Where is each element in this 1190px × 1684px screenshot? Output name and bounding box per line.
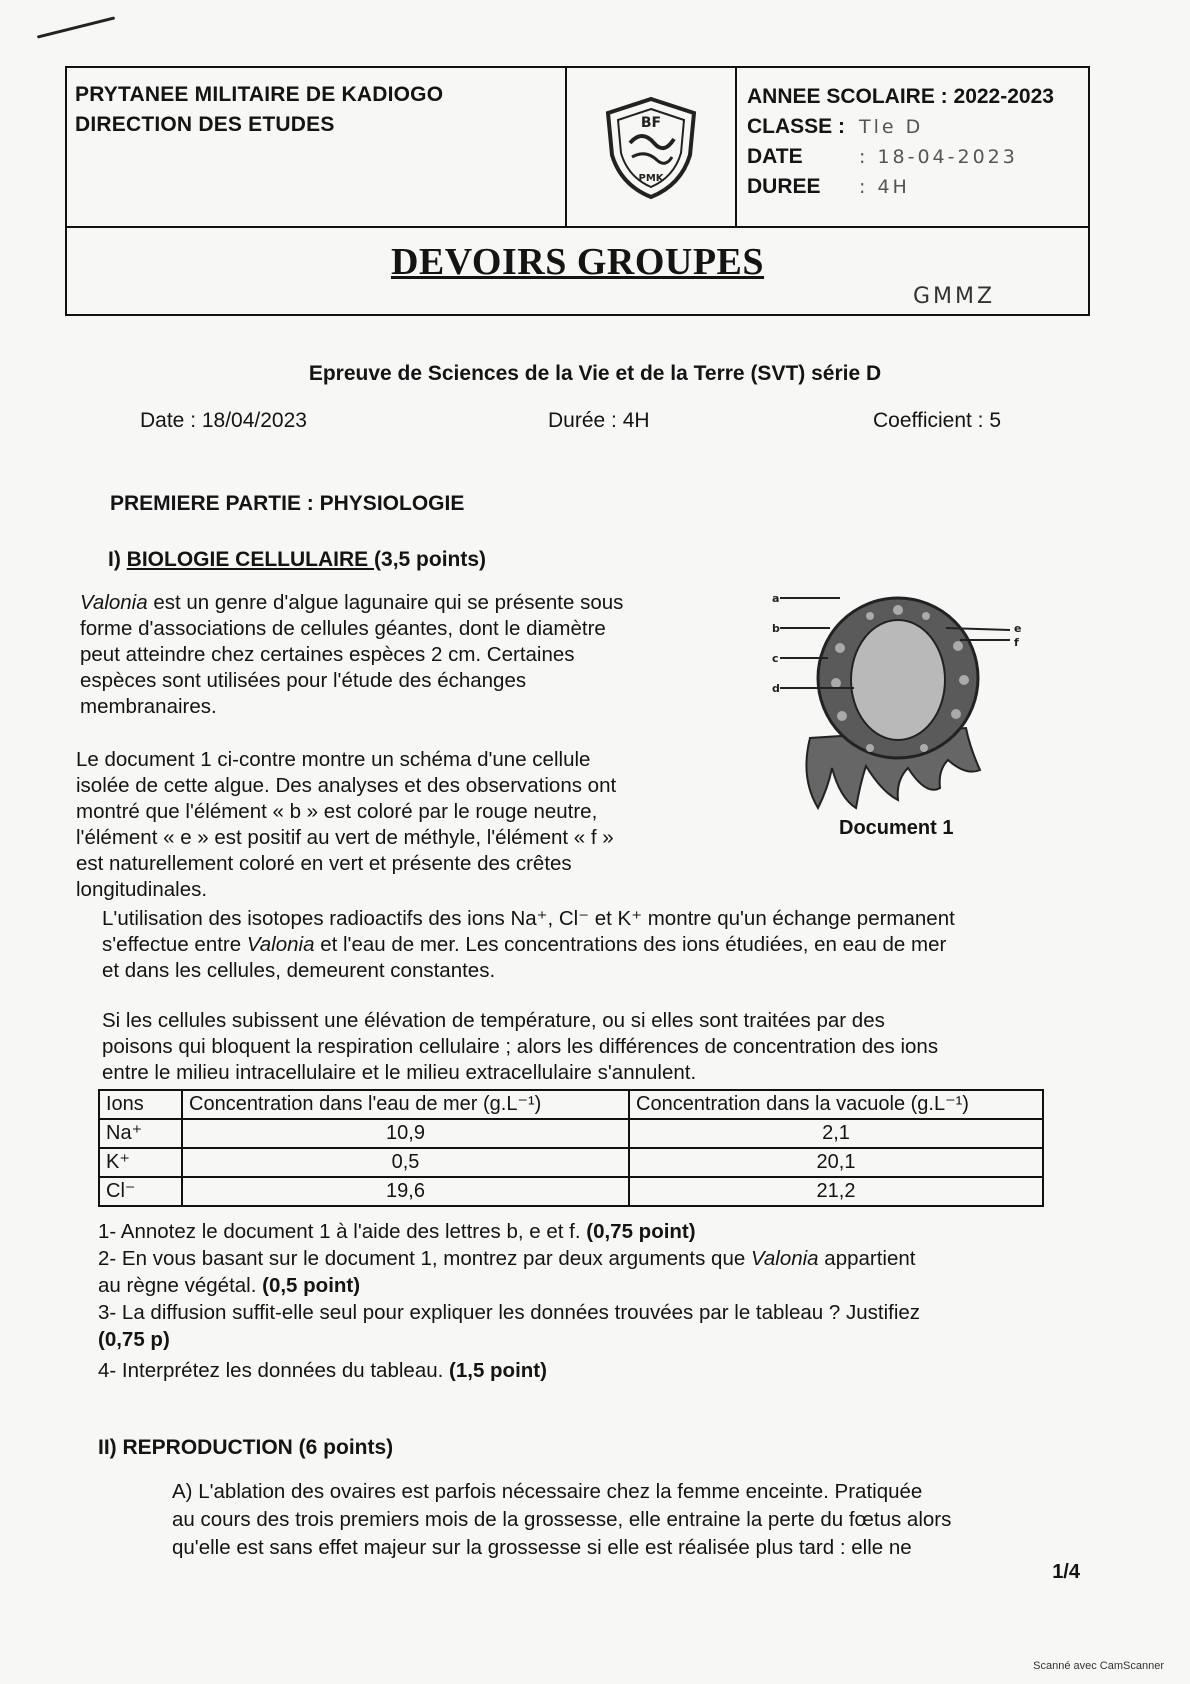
- isotope-paragraph: [102, 906, 1062, 984]
- question-text: 4- Interprétez les données du tableau.: [98, 1359, 450, 1382]
- exam-info-block: [737, 68, 1088, 228]
- question-3: [98, 1299, 1058, 1326]
- duree-row: [747, 172, 1078, 202]
- questions-block: [98, 1218, 1058, 1384]
- annee-row: [747, 82, 1078, 112]
- cell-diagram: [770, 588, 1030, 818]
- label-d: d: [772, 682, 780, 695]
- temperature-paragraph: [102, 1008, 1052, 1086]
- table-cell: 19,6: [182, 1177, 629, 1206]
- question-points: (1,5 point): [449, 1359, 547, 1382]
- doc-line: montré que l'élément « b » est coloré par le rouge neutre,: [76, 800, 598, 823]
- temp-line: entre le milieu intracellulaire et le milieu extracellulaire s'annulent.: [102, 1061, 697, 1084]
- section2-paragraph: [172, 1478, 1052, 1562]
- header-box: [65, 66, 1090, 316]
- intro-line: membranaires.: [80, 695, 217, 718]
- handwritten-note: GMMZ: [913, 284, 996, 309]
- table-cell: Na⁺: [99, 1119, 182, 1148]
- question-text: appartient: [818, 1247, 916, 1270]
- isotope-line: L'utilisation des isotopes radioactifs des ions Na⁺, Cl⁻ et K⁺ montre qu'un échange permanent: [102, 907, 955, 930]
- page-number: 1/4: [1052, 1561, 1080, 1583]
- question-3-cont: [98, 1326, 1058, 1353]
- table-cell: Cl⁻: [99, 1177, 182, 1206]
- valonia-italic: Valonia: [246, 933, 315, 956]
- label-a: a: [772, 592, 780, 605]
- doc-line: l'élément « e » est positif au vert de méthyle, l'élément « f »: [76, 826, 614, 849]
- classe-value: Tle D: [859, 116, 924, 138]
- date-row: [747, 142, 1078, 172]
- classe-label: CLASSE :: [747, 115, 846, 138]
- intro-line: forme d'associations de cellules géantes, dont le diamètre: [80, 617, 606, 640]
- classe-row: [747, 112, 1078, 142]
- doc-line: isolée de cette algue. Des analyses et des observations ont: [76, 774, 617, 797]
- question-points: (0,5 point): [262, 1274, 361, 1297]
- annee-label: ANNEE SCOLAIRE : 2022-2023: [747, 85, 1054, 108]
- question-2-cont: [98, 1272, 1058, 1299]
- isotope-line: [102, 932, 1062, 958]
- section1-title: BIOLOGIE CELLULAIRE: [126, 548, 375, 571]
- section1-heading: [108, 548, 486, 572]
- exam-date: Date : 18/04/2023: [140, 409, 307, 432]
- question-points: (0,75 point): [586, 1220, 696, 1243]
- isotope-text: et l'eau de mer. Les concentrations des ions étudiées, en eau de mer: [314, 933, 947, 956]
- isotope-line: et dans les cellules, demeurent constantes.: [102, 959, 496, 982]
- table-cell: 2,1: [629, 1119, 1043, 1148]
- question-points: (0,75 p): [98, 1328, 170, 1351]
- question-text: 1- Annotez le document 1 à l'aide des lettres b, e et f.: [98, 1220, 587, 1243]
- question-1: [98, 1218, 1058, 1245]
- doc-line: Le document 1 ci-contre montre un schéma d'une cellule: [76, 748, 591, 771]
- date-value: : 18-04-2023: [859, 146, 1018, 168]
- date-label: DATE: [747, 145, 803, 168]
- logo-text-bottom: PMK: [638, 173, 664, 184]
- part1-title: PREMIERE PARTIE : PHYSIOLOGIE: [110, 492, 465, 515]
- figure-caption: Document 1: [839, 817, 954, 839]
- doc-line: longitudinales.: [76, 878, 208, 901]
- table-cell: 10,9: [182, 1119, 629, 1148]
- label-f: f: [1014, 636, 1019, 649]
- table-cell: K⁺: [99, 1148, 182, 1177]
- section2-line: A) L'ablation des ovaires est parfois nécessaire chez la femme enceinte. Pratiquée: [172, 1480, 923, 1503]
- pen-mark: [37, 16, 115, 38]
- table-header: Concentration dans l'eau de mer (g.L⁻¹): [182, 1090, 629, 1119]
- table-header-row: [99, 1090, 1043, 1119]
- document-title: DEVOIRS GROUPES: [390, 241, 765, 283]
- document-paragraph: [76, 747, 736, 903]
- section2-title: II) REPRODUCTION (6 points): [98, 1436, 394, 1459]
- duree-value: : 4H: [859, 176, 910, 198]
- doc-line: est naturellement coloré en vert et présente des crêtes: [76, 852, 572, 875]
- intro-line: est un genre d'algue lagunaire qui se présente sous: [147, 591, 624, 614]
- intro-line: peut atteindre chez certaines espèces 2 cm. Certaines: [80, 643, 575, 666]
- exam-coefficient: Coefficient : 5: [873, 409, 1002, 432]
- section2-line: au cours des trois premiers mois de la grossesse, elle entraine la perte du fœtus alors: [172, 1508, 952, 1531]
- table-cell: 21,2: [629, 1177, 1043, 1206]
- intro-paragraph: [80, 590, 720, 720]
- exam-title: Epreuve de Sciences de la Vie et de la Terre (SVT) série D: [308, 362, 882, 385]
- temp-line: Si les cellules subissent une élévation de température, ou si elles sont traitées par des: [102, 1009, 885, 1032]
- logo-text-top: BF: [640, 115, 662, 131]
- section2-line: qu'elle est sans effet majeur sur la grossesse si elle est réalisée plus tard : elle ne: [172, 1536, 912, 1559]
- vacuole: [851, 620, 945, 740]
- table-row: [99, 1119, 1043, 1148]
- scanner-watermark: Scanné avec CamScanner: [1033, 1660, 1164, 1672]
- table-cell: 20,1: [629, 1148, 1043, 1177]
- table-row: [99, 1148, 1043, 1177]
- question-text: 2- En vous basant sur le document 1, montrez par deux arguments que: [98, 1247, 751, 1270]
- temp-line: poisons qui bloquent la respiration cellulaire ; alors les différences de concentration des ions: [102, 1035, 939, 1058]
- valonia-italic: Valonia: [80, 591, 148, 614]
- isotope-text: s'effectue entre: [102, 933, 247, 956]
- direction-name: DIRECTION DES ETUDES: [75, 113, 335, 136]
- question-4: [98, 1357, 1058, 1384]
- school-name: PRYTANEE MILITAIRE DE KADIOGO: [75, 83, 444, 106]
- label-c: c: [772, 652, 779, 665]
- shield-logo-icon: [596, 93, 706, 203]
- question-text: 3- La diffusion suffit-elle seul pour expliquer les données trouvées par le tableau ? Justifiez: [98, 1301, 921, 1324]
- intro-line: espèces sont utilisées pour l'étude des échanges: [80, 669, 527, 692]
- table-header: Concentration dans la vacuole (g.L⁻¹): [629, 1090, 1043, 1119]
- table-row: [99, 1177, 1043, 1206]
- exam-duration: Durée : 4H: [548, 409, 650, 432]
- school-block: [67, 68, 567, 228]
- label-b: b: [772, 622, 780, 635]
- valonia-italic: Valonia: [750, 1247, 819, 1270]
- question-2: [98, 1245, 1058, 1272]
- table-header: Ions: [99, 1090, 182, 1119]
- label-e: e: [1014, 622, 1022, 635]
- duree-label: DUREE: [747, 175, 821, 198]
- school-logo: [567, 68, 737, 228]
- section1-prefix: I): [108, 548, 127, 571]
- ion-concentration-table: [98, 1089, 1044, 1207]
- question-text: au règne végétal.: [98, 1274, 263, 1297]
- table-cell: 0,5: [182, 1148, 629, 1177]
- section1-points: (3,5 points): [374, 548, 487, 571]
